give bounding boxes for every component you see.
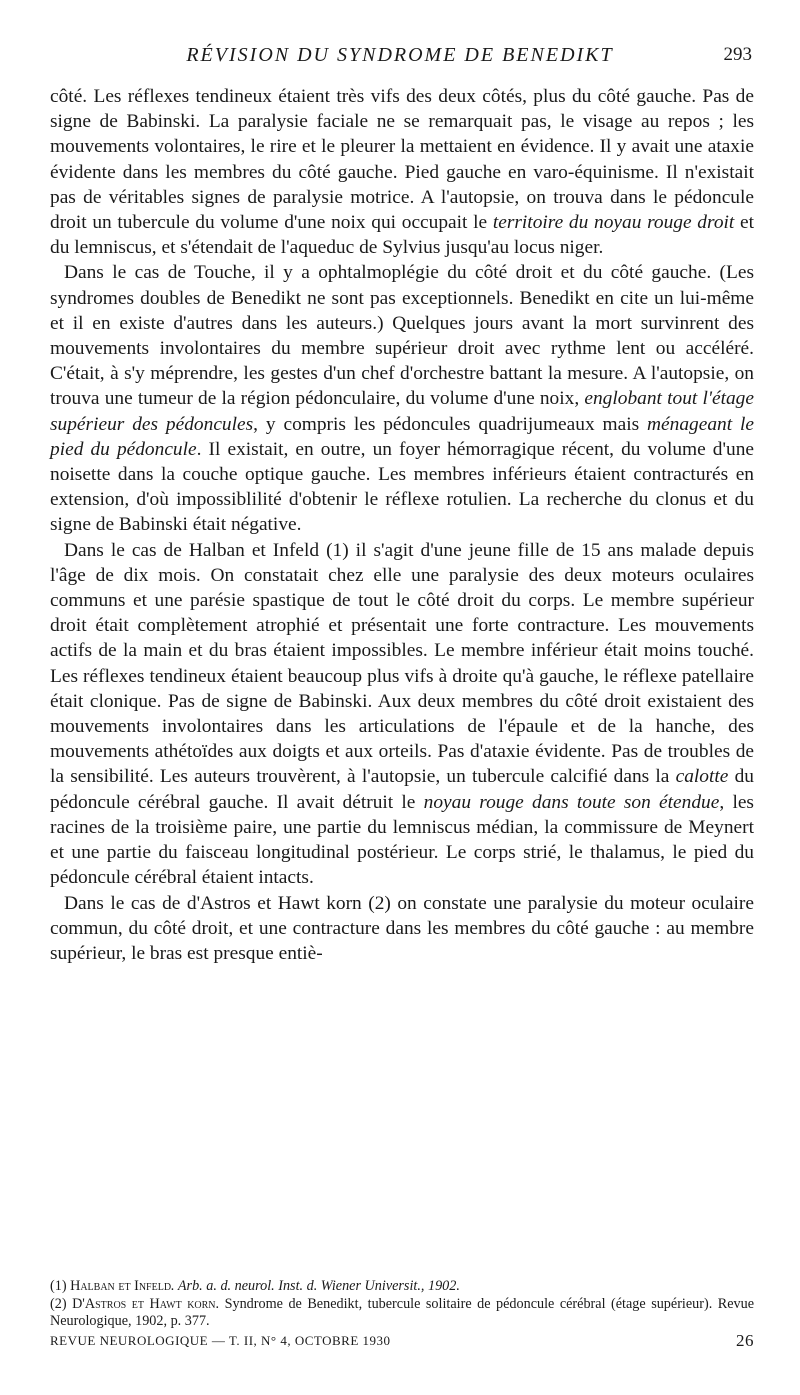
footnote-1-authors: Halban et Infeld: [70, 1278, 172, 1294]
paragraph-3-text: Dans le cas de Halban et Infeld (1) il s'agit d'une jeune fille de 15 ans malade depuis l'âge de dix mois. On constatait chez elle une paralysie des deux moteurs oculaires communs et une parésie spastique de tout le côté droit du corps. Le membre supérieur droit était complètement atrophié et présentait une forte contracture. Les mouvements actifs de la main et du bras étaient impossibles. Le membre inférieur était moins touché. Les réflexes tendineux étaient beaucoup plus vifs à droite qu'à gauche, le réflexe patellaire était clonique. Pas de signe de Babinski. Aux deux membres du côté droit existaient des mouvements involontaires dans les articulations de l'épaule et de la hanche, des mouvements athétoïdes aux doigts et aux orteils. Pas d'ataxie évidente. Pas de troubles de la sensibilité. Les auteurs trouvèrent, à l'autopsie, un tubercule calcifié dans la: [50, 539, 754, 788]
paragraph-4-text: Dans le cas de d'Astros et Hawt korn (2) on constate une paralysie du moteur oculaire commun, du côté droit, et une contracture dans les membres du côté gauche : au membre supérieur, le bras est presque entiè-: [50, 892, 754, 964]
body-text: [50, 84, 754, 966]
footnote-1-reference: . Arb. a. d. neurol. Inst. d. Wiener Universit., 1902.: [171, 1278, 460, 1294]
journal-line: REVUE NEUROLOGIQUE — T. II, N° 4, OCTOBRE 1930: [50, 1333, 391, 1348]
paragraph-3: [50, 538, 754, 891]
page-number: 293: [723, 44, 752, 65]
footnotes: [50, 1278, 754, 1331]
paragraph-2-text: Dans le cas de Touche, il y a ophtalmoplégie du côté droit et du côté gauche. (Les syndromes doubles de Benedikt ne sont pas exceptionnels. Benedikt en cite un lui-même et il en existe d'autres dans les auteurs.) Quelques jours avant la mort survinrent des mouvements involontaires du membre supérieur droit avec rythme lent ou accéléré. C'était, à s'y méprendre, les gestes d'un chef d'orchestre battant la mesure. A l'autopsie, on trouva une tumeur de la région pédonculaire, du volume d'une noix,: [50, 262, 754, 410]
paragraph-3-emphasis-1: calotte: [675, 766, 729, 788]
footnote-2-marker: (2): [50, 1295, 73, 1312]
footnote-1: [50, 1278, 754, 1296]
page-footer: [50, 1331, 754, 1355]
paragraph-1-end: et du lemniscus, et s'étendait de l'aqueduc de Sylvius jusqu'au locus niger.: [50, 212, 754, 259]
signature-mark: 26: [736, 1331, 754, 1350]
paragraph-2-end: . Il existait, en outre, un foyer hémorragique récent, du volume d'une noisette dans la couche optique gauche. Les membres inférieurs étaient contracturés en extension, d'où impossiblilité d'obtenir le réflexe rotulien. La recherche du clonus et du signe de Babinski était négative.: [50, 438, 754, 536]
paragraph-1-text: côté. Les réflexes tendineux étaient très vifs des deux côtés, plus du côté gauche. Pas de signe de Babinski. La paralysie faciale ne se remarquait pas, le visage au repos ; les mouvements volontaires, le rire et le pleurer la mettaient en évidence. Il y avait une ataxie évidente dans les membres du côté gauche. Pied gauche en varo-équinisme. Il n'existait pas de véritables signes de paralysie motrice. A l'autopsie, on trouva dans le pédoncule droit un tubercule du volume d'une noix qui occupait le: [50, 86, 754, 234]
paragraph-2: [50, 260, 754, 537]
footnote-2-authors: D'Astros et Hawt korn: [72, 1295, 216, 1312]
paragraph-1: [50, 84, 754, 260]
paragraph-3-end: , les racines de la troisième paire, une partie du lemniscus médian, la commissure de Meynert et une partie du faisceau longitudinal postérieur. Le corps strié, le thalamus, le pied du pédoncule cérébral étaient intacts.: [50, 791, 754, 889]
paragraph-2-emphasis-2: ménageant le pied du pédoncule: [50, 413, 754, 460]
running-title: RÉVISION DU SYNDROME DE BENEDIKT: [186, 44, 614, 66]
paragraph-1-emphasis: territoire du noyau rouge droit: [492, 212, 735, 234]
footnote-2-reference: . Syndrome de Benedikt, tubercule solitaire de pédoncule cérébral (étage supérieur). Revue Neurologique, 1902, p. 377.: [50, 1295, 755, 1330]
paragraph-3-emphasis-2: noyau rouge dans toute son étendue: [423, 791, 720, 813]
footnote-2: [50, 1296, 754, 1331]
footnote-1-marker: (1): [50, 1278, 71, 1294]
paragraph-3-mid: du pédoncule cérébral gauche. Il avait détruit le: [50, 766, 754, 813]
running-head: [0, 44, 800, 74]
paragraph-2-mid: , y compris les pédoncules quadrijumeaux mais: [253, 413, 648, 435]
paragraph-2-emphasis-1: englobant tout l'étage supérieur des pédoncules: [50, 388, 754, 435]
paragraph-4: [50, 891, 754, 967]
